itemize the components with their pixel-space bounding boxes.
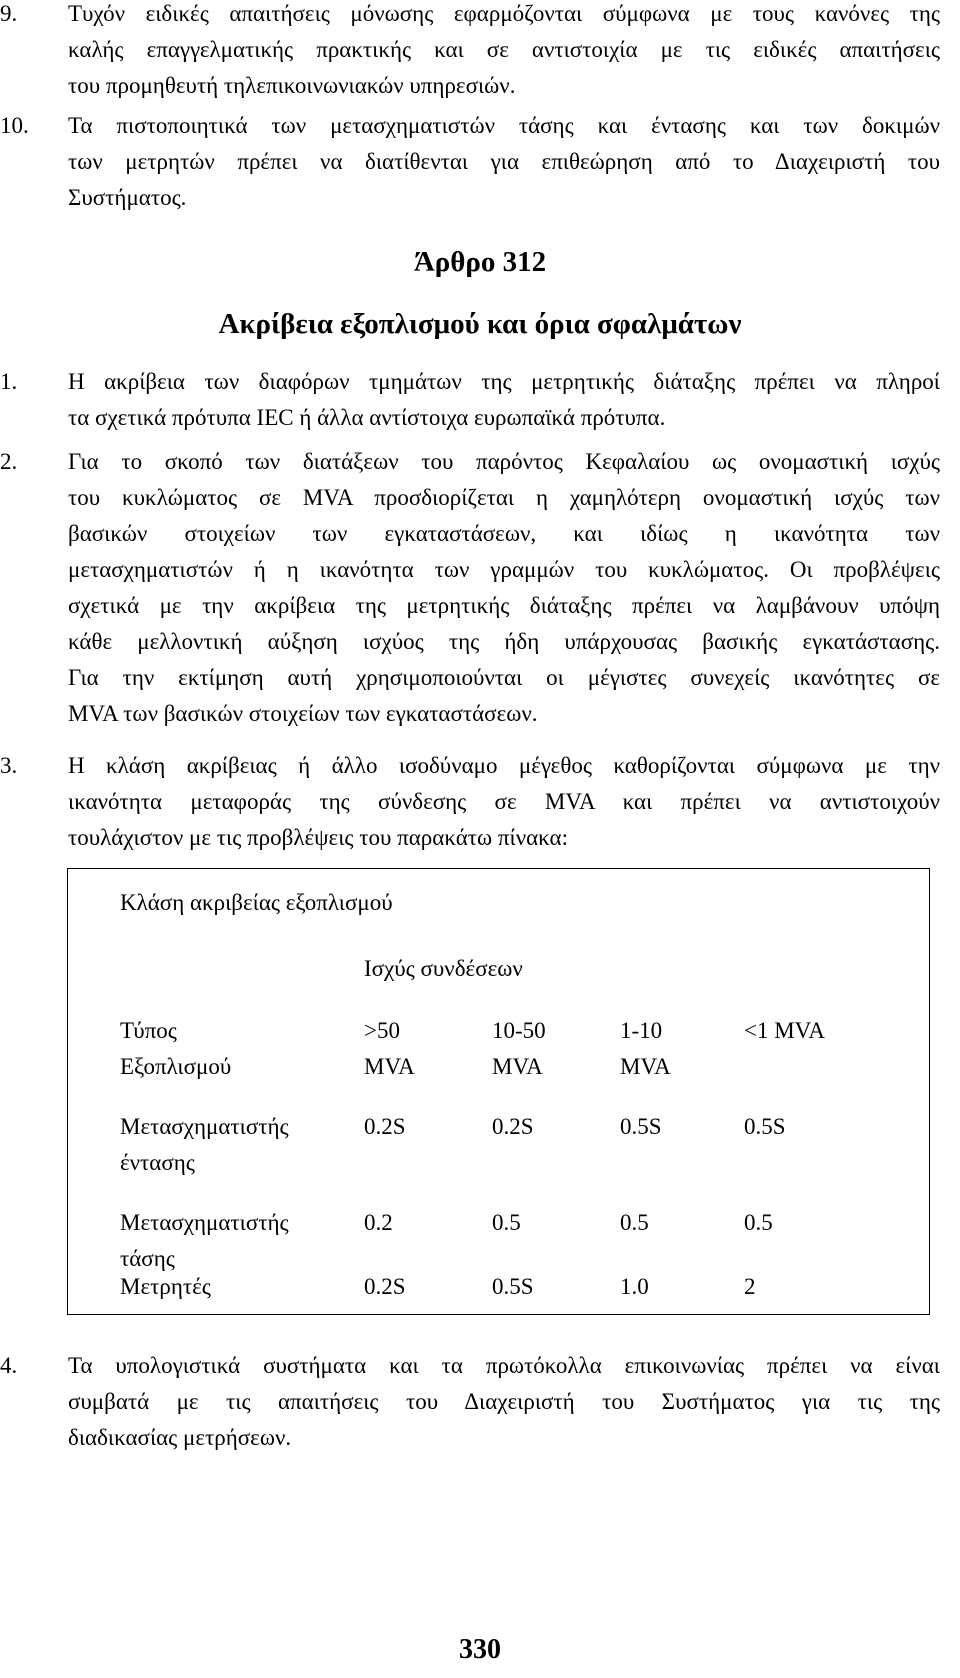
table-cell: 0.2S <box>364 1274 406 1299</box>
item-line: καλής επαγγελματικής πρακτικής και σε αντιστοιχία με τις ειδικές απαιτήσεις <box>68 37 940 62</box>
table-type-header: Εξοπλισμού <box>120 1054 232 1079</box>
article-title: Ακρίβεια εξοπλισμού και όρια σφαλμάτων <box>218 308 742 340</box>
table-cell: 0.5S <box>744 1114 786 1139</box>
paragraph-line: Η κλάση ακρίβειας ή άλλο ισοδύναμο μέγεθος καθορίζονται σύμφωνα με την <box>68 753 940 778</box>
item-number: 9. <box>0 1 18 26</box>
paragraph-number: 4. <box>0 1353 18 1378</box>
paragraph-line: Για το σκοπό των διατάξεων του παρόντος Κεφαλαίου ως ονομαστική ισχύς <box>68 449 940 474</box>
paragraph-line: συμβατά με τις απαιτήσεις του Διαχειριστή του Συστήματος για τις της <box>68 1389 940 1414</box>
table-row-label: Μετασχηματιστής <box>120 1210 289 1235</box>
paragraph-line: μετασχηματιστών ή η ικανότητα των γραμμών του κυκλώματος. Οι προβλέψεις <box>68 557 940 582</box>
item-number: 10. <box>0 113 29 138</box>
paragraph-line: MVA των βασικών στοιχείων των εγκαταστάσεων. <box>68 701 538 726</box>
paragraph-line: βασικών στοιχείων των εγκαταστάσεων, και ιδίως η ικανότητα των <box>68 521 940 546</box>
table-cell: 2 <box>744 1274 756 1299</box>
table-row-label: Μετρητές <box>120 1274 211 1299</box>
paragraph-number: 2. <box>0 449 18 474</box>
paragraph-number: 3. <box>0 753 18 778</box>
paragraph-line: Η ακρίβεια των διαφόρων τμημάτων της μετρητικής διάταξης πρέπει να πληροί <box>68 369 940 394</box>
accuracy-class-table <box>67 868 930 1315</box>
table-column-header: <1 MVA <box>744 1018 825 1043</box>
table-cell: 0.5 <box>744 1210 773 1235</box>
table-cell: 1.0 <box>620 1274 649 1299</box>
table-cell: 0.5S <box>492 1274 534 1299</box>
table-cell: 0.2 <box>364 1210 393 1235</box>
paragraph-line: Για την εκτίμηση αυτή χρησιμοποιούνται οι μέγιστες συνεχείς ικανότητες σε <box>68 665 940 690</box>
table-row-label: έντασης <box>120 1150 195 1175</box>
table-power-header: Ισχύς συνδέσεων <box>364 956 523 981</box>
table-column-header: MVA <box>492 1054 543 1079</box>
paragraph-line: κάθε μελλοντική αύξηση ισχύος της ήδη υπάρχουσας βασικής εγκατάστασης. <box>68 629 940 654</box>
table-cell: 0.2S <box>492 1114 534 1139</box>
table-column-header: MVA <box>620 1054 671 1079</box>
paragraph-line: ικανότητα μεταφοράς της σύνδεσης σε MVA και πρέπει να αντιστοιχούν <box>68 789 940 814</box>
paragraph-line: Τα υπολογιστικά συστήματα και τα πρωτόκολλα επικοινωνίας πρέπει να είναι <box>68 1353 940 1378</box>
page-number: 330 <box>459 1634 501 1665</box>
item-line: του προμηθευτή τηλεπικοινωνιακών υπηρεσιών. <box>68 73 516 98</box>
article-number: Άρθρο 312 <box>413 246 547 278</box>
table-type-header: Τύπος <box>120 1018 177 1043</box>
table-column-header: >50 <box>364 1018 400 1043</box>
paragraph-line: τουλάχιστον με τις προβλέψεις του παρακάτω πίνακα: <box>68 825 568 850</box>
table-row-label: τάσης <box>120 1246 175 1271</box>
item-line: Τα πιστοποιητικά των μετασχηματιστών τάσης και έντασης και των δοκιμών <box>68 113 940 138</box>
paragraph-line: σχετικά με την ακρίβεια της μετρητικής διάταξης πρέπει να λαμβάνουν υπόψη <box>68 593 940 618</box>
paragraph-line: διαδικασίας μετρήσεων. <box>68 1425 292 1450</box>
paragraph-line: του κυκλώματος σε MVA προσδιορίζεται η χαμηλότερη ονομαστική ισχύς των <box>68 485 940 510</box>
paragraph-number: 1. <box>0 369 18 394</box>
table-column-header: 1-10 <box>620 1018 663 1043</box>
table-cell: 0.5 <box>492 1210 521 1235</box>
table-cell: 0.5 <box>620 1210 649 1235</box>
item-line: Συστήματος. <box>68 185 187 210</box>
table-cell: 0.2S <box>364 1114 406 1139</box>
paragraph-line: τα σχετικά πρότυπα IEC ή άλλα αντίστοιχα ευρωπαϊκά πρότυπα. <box>68 405 666 430</box>
table-cell: 0.5S <box>620 1114 662 1139</box>
table-column-header: 10-50 <box>492 1018 546 1043</box>
item-line: Τυχόν ειδικές απαιτήσεις μόνωσης εφαρμόζονται σύμφωνα με τους κανόνες της <box>68 1 940 26</box>
table-column-header: MVA <box>364 1054 415 1079</box>
table-title: Κλάση ακριβείας εξοπλισμού <box>120 890 393 915</box>
table-row-label: Μετασχηματιστής <box>120 1114 289 1139</box>
item-line: των μετρητών πρέπει να διατίθενται για επιθεώρηση από το Διαχειριστή του <box>68 149 940 174</box>
